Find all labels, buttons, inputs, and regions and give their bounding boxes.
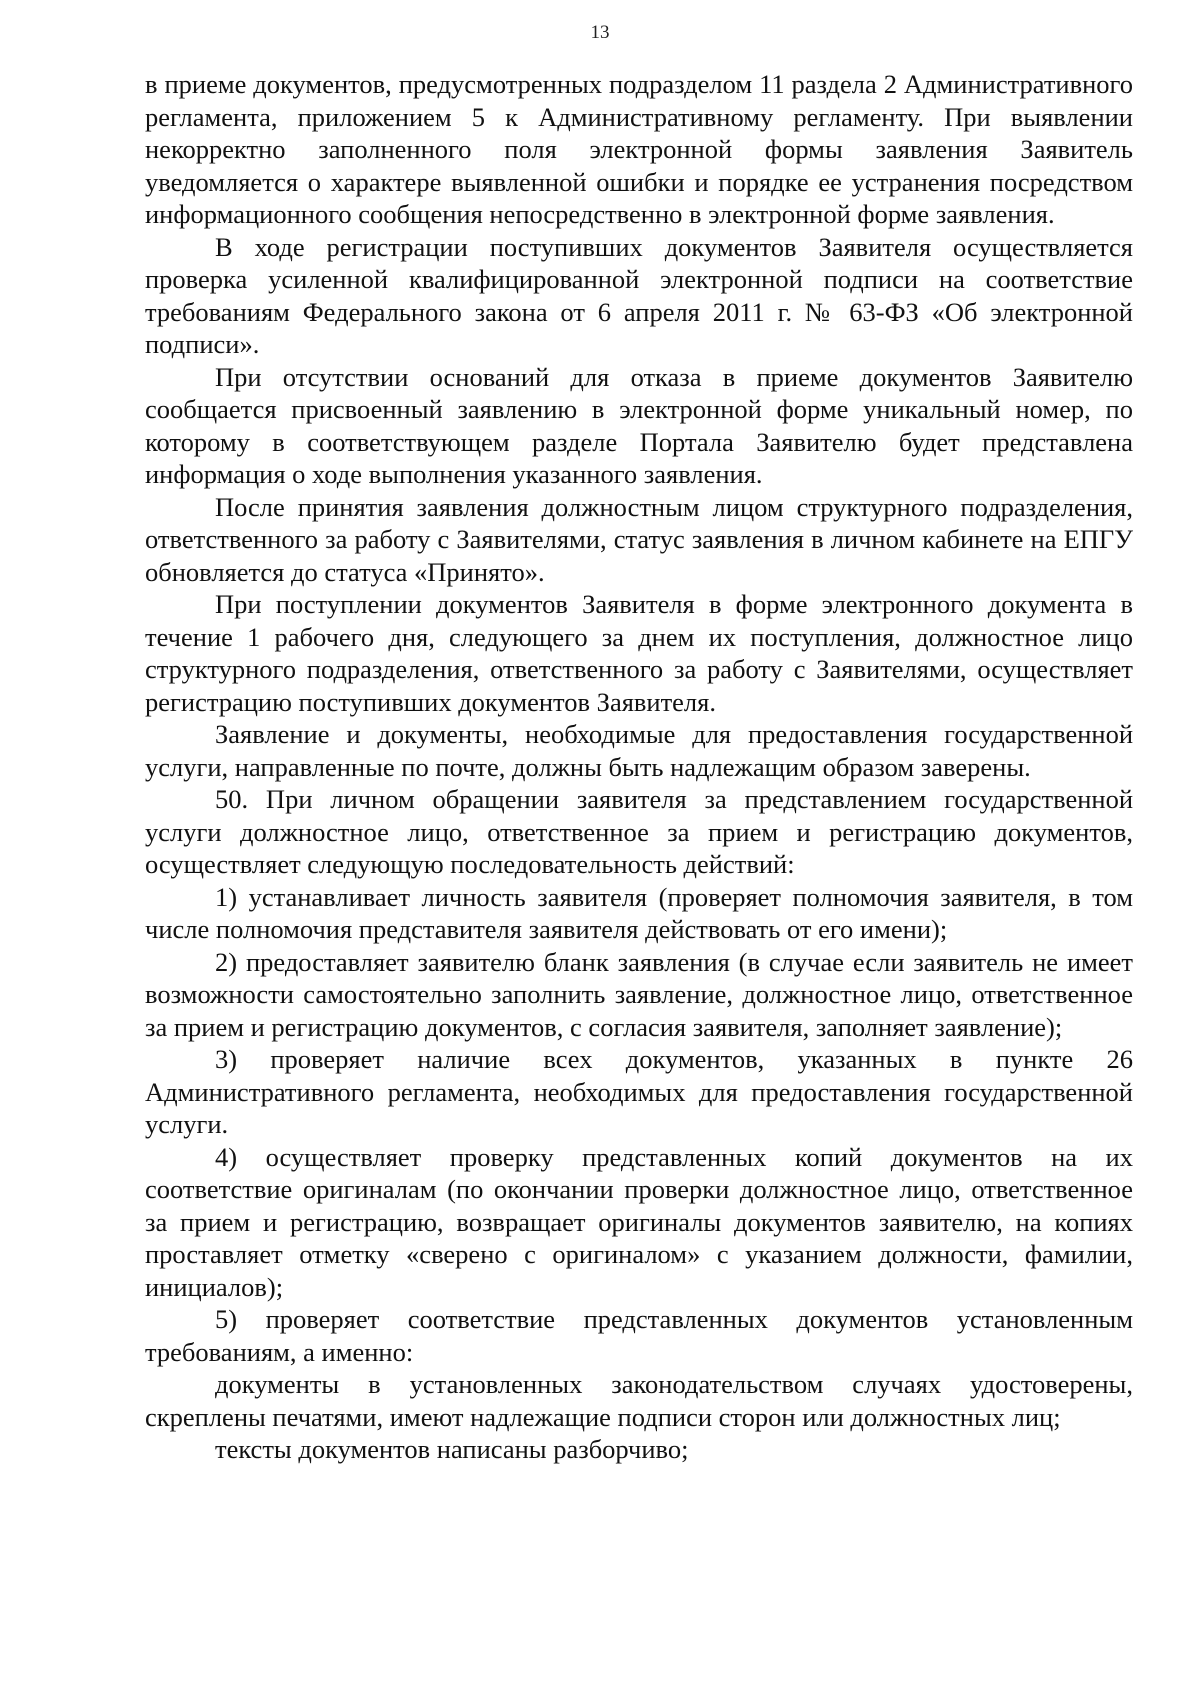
list-item: 1) устанавливает личность заявителя (проверяет полномочия заявителя, в том числе полномочия представителя заявителя действовать от его имени); — [145, 881, 1133, 944]
paragraph: При отсутствии оснований для отказа в приеме документов Заявителю сообщается присвоенный заявлению в электронной форме уникальный номер, по которому в соответствующем разделе Портала Заявителю будет представлена информация о ходе выполнения указанного заявления. — [145, 361, 1133, 489]
list-item: 4) осуществляет проверку представленных копий документов на их соответствие оригиналам (по окончании проверки должностное лицо, ответственное за прием и регистрацию, возвращает оригиналы документов заявителю, на копиях проставляет отметку «сверено с оригиналом» с указанием должности, фамилии, инициалов); — [145, 1141, 1133, 1302]
paragraph: документы в установленных законодательством случаях удостоверены, скреплены печатями, имеют надлежащие подписи сторон или должностных лиц; — [145, 1369, 1133, 1432]
paragraph: Заявление и документы, необходимые для предоставления государственной услуги, направленные по почте, должны быть надлежащим образом заверены. — [145, 719, 1133, 782]
paragraph: в приеме документов, предусмотренных подразделом 11 раздела 2 Административного регламента, приложением 5 к Административному регламенту. При выявлении некорректно заполненного поля электронной формы заявления Заявитель уведомляется о характере выявленной ошибки и порядке ее устранения посредством информационного сообщения непосредственно в электронной форме заявления. — [145, 69, 1133, 229]
list-item: 5) проверяет соответствие представленных документов установленным требованиям, а именно: — [145, 1304, 1133, 1367]
document-body — [145, 68, 1133, 1466]
list-item: 3) проверяет наличие всех документов, указанных в пункте 26 Административного регламента, необходимых для предоставления государственной услуги. — [145, 1044, 1133, 1139]
paragraph: При поступлении документов Заявителя в форме электронного документа в течение 1 рабочего дня, следующего за днем их поступления, должностное лицо структурного подразделения, ответственного за работу с Заявителями, осуществляет регистрацию поступивших документов Заявителя. — [145, 589, 1133, 717]
paragraph: тексты документов написаны разборчиво; — [215, 1434, 689, 1464]
list-item: 2) предоставляет заявителю бланк заявления (в случае если заявитель не имеет возможности самостоятельно заполнить заявление, должностное лицо, ответственное за прием и регистрацию документов, с согласия заявителя, заполняет заявление); — [145, 946, 1133, 1042]
paragraph: В ходе регистрации поступивших документов Заявителя осуществляется проверка усиленной квалифицированной электронной подписи на соответствие требованиям Федерального закона от 6 апреля 2011 г. № 63-ФЗ «Об электронной подписи». — [145, 231, 1133, 359]
page-number: 13 — [590, 22, 610, 43]
paragraph: 50. При личном обращении заявителя за представлением государственной услуги должностное лицо, ответственное за прием и регистрацию документов, осуществляет следующую последовательность действий: — [145, 784, 1133, 879]
paragraph: После принятия заявления должностным лицом структурного подразделения, ответственного за работу с Заявителями, статус заявления в личном кабинете на ЕПГУ обновляется до статуса «Принято». — [145, 491, 1133, 587]
